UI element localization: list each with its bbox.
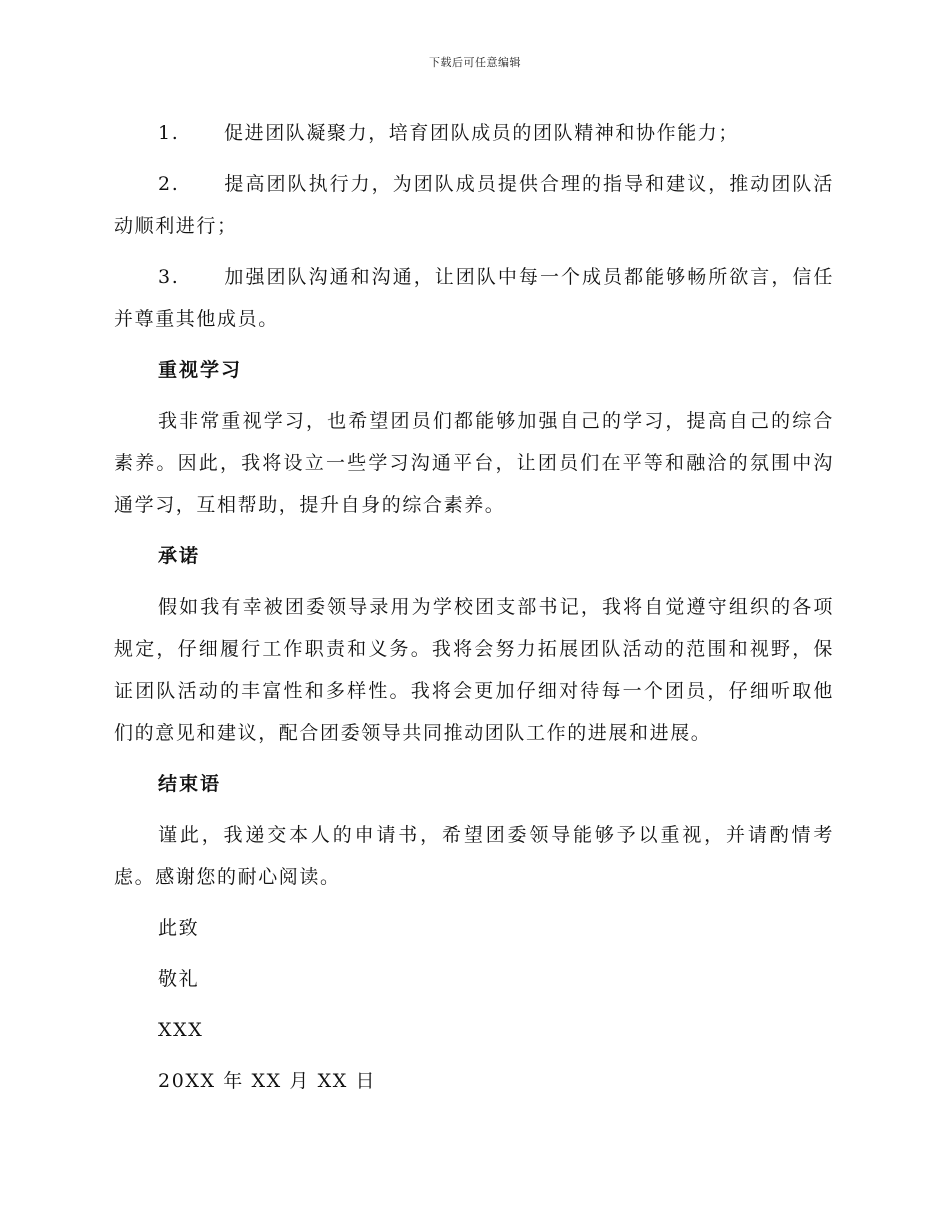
signoff-name: XXX — [158, 1019, 204, 1041]
section-heading-promise: 承诺 — [158, 545, 201, 567]
list-text: 加强团队沟通和沟通，让团队中每一个成员都能够畅所欲言，信任并尊重其他成员。 — [114, 266, 834, 330]
list-number: 3. — [158, 266, 180, 288]
list-item — [114, 256, 834, 340]
section-heading-study: 重视学习 — [158, 359, 243, 381]
list-item — [114, 112, 834, 154]
list-number: 1. — [158, 122, 180, 144]
signoff-salutation: 此致 — [158, 917, 200, 939]
list-text: 提高团队执行力，为团队成员提供合理的指导和建议，推动团队活动顺利进行； — [114, 173, 834, 237]
list-text: 促进团队凝聚力，培育团队成员的团队精神和协作能力； — [224, 122, 740, 144]
signoff-regards: 敬礼 — [158, 968, 200, 990]
section-body-promise: 假如我有幸被团委领导录用为学校团支部书记，我将自觉遵守组织的各项规定，仔细履行工作职责和义务。我将会努力拓展团队活动的范围和视野，保证团队活动的丰富性和多样性。我将会更加仔细对待每一个团员，仔细听取他们的意见和建议，配合团委领导共同推动团队工作的进展和进展。 — [114, 596, 834, 744]
section-body-study: 我非常重视学习，也希望团员们都能够加强自己的学习，提高自己的综合素养。因此，我将设立一些学习沟通平台，让团员们在平等和融洽的氛围中沟通学习，互相帮助，提升自身的综合素养。 — [114, 410, 834, 516]
list-number: 2. — [158, 173, 180, 195]
section-body-closing: 谨此，我递交本人的申请书，希望团委领导能够予以重视，并请酌情考虑。感谢您的耐心阅读。 — [114, 824, 834, 888]
page-header: 下载后可任意编辑 — [429, 56, 521, 69]
list-item — [114, 163, 834, 247]
signoff-date: 20XX 年 XX 月 XX 日 — [158, 1070, 377, 1092]
section-heading-closing: 结束语 — [158, 773, 222, 795]
document-body — [114, 112, 834, 1111]
